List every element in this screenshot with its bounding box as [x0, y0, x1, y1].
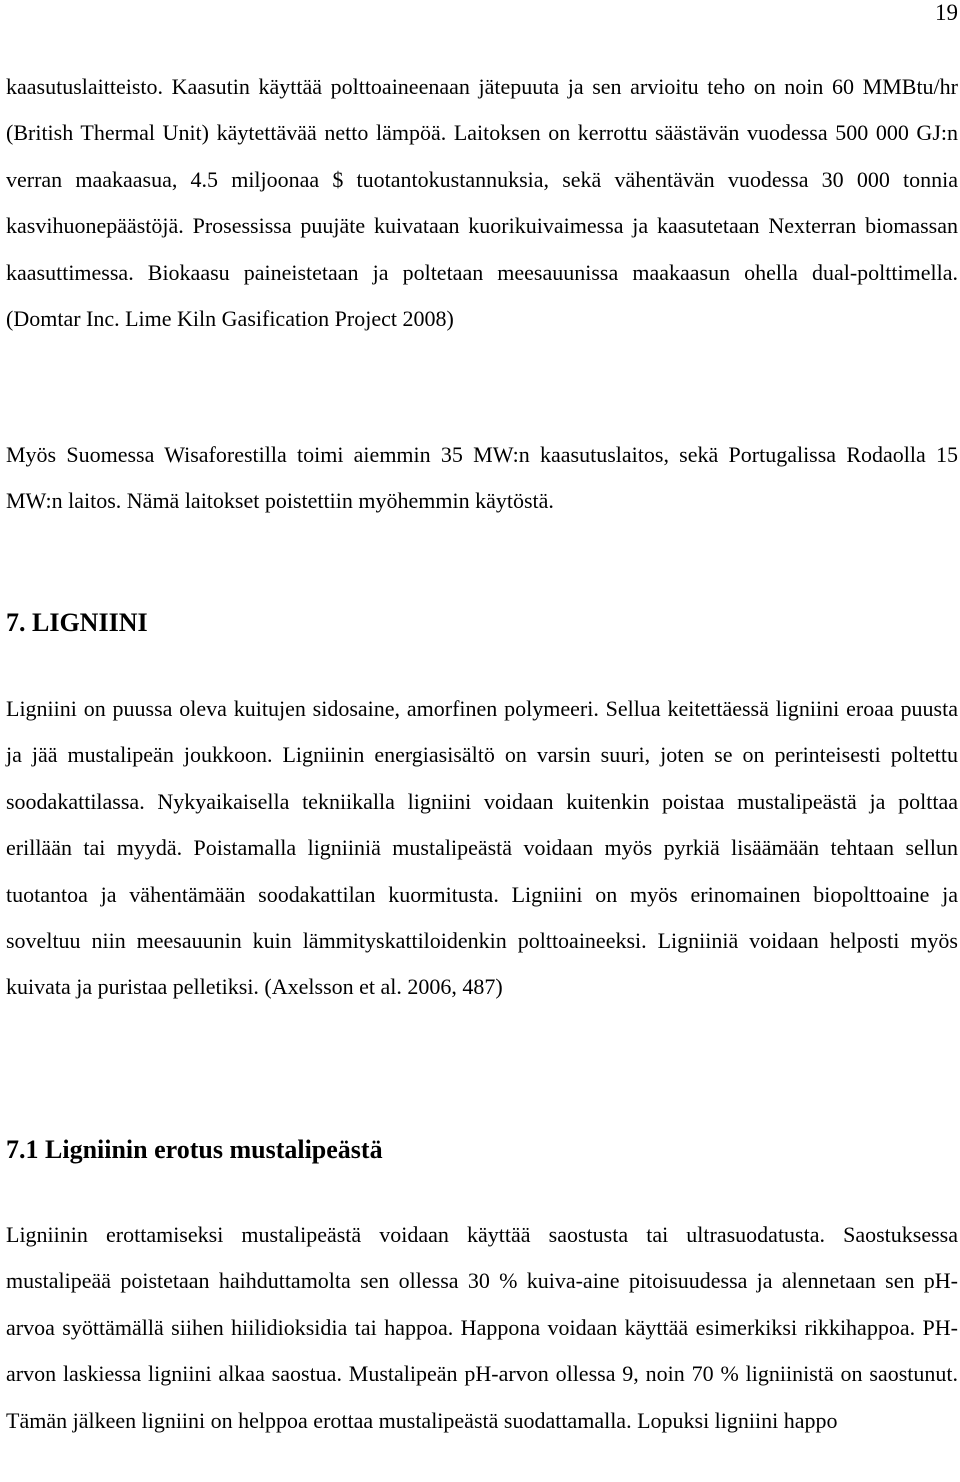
section-heading-7-1: [6, 1133, 958, 1167]
section-title: 7. LIGNIINI: [6, 608, 148, 637]
paragraph-finland-portugal: [6, 432, 958, 525]
paragraph-lignin-intro: [6, 686, 958, 1011]
page-number: 19: [935, 0, 958, 25]
paragraph-text: kaasutuslaitteisto. Kaasutin käyttää polttoaineenaan jätepuuta ja sen arvioitu teho on noin 60 MMBtu/hr (British Thermal Unit) käytettävää netto lämpöä. Laitoksen on kerrottu säästävän vuodessa 500 000 GJ:n verran maakaasua, 4.5 miljoonaa $ tuotantokustannuksia, sekä vähentävän vuodessa 30 000 tonnia kasvihuonepäästöjä. Prosessissa puujäte kuivataan kuorikuivaimessa ja kaasutetaan Nexterran biomassan kaasuttimessa. Biokaasu paineistetaan ja poltetaan meesauunissa maakaasun ohella dual-polttimella. (Domtar Inc. Lime Kiln Gasification Project 2008): [6, 74, 958, 332]
subsection-title: 7.1 Ligniinin erotus mustalipeästä: [6, 1135, 383, 1164]
paragraph-lignin-separation: [6, 1212, 958, 1444]
section-heading-7: [6, 606, 958, 640]
paragraph-text: Myös Suomessa Wisaforestilla toimi aiemmin 35 MW:n kaasutuslaitos, sekä Portugalissa Rodaolla 15 MW:n laitos. Nämä laitokset poistettiin myöhemmin käytöstä.: [6, 442, 958, 514]
paragraph-gasification-project: [6, 64, 958, 342]
paragraph-text: Ligniinin erottamiseksi mustalipeästä voidaan käyttää saostusta tai ultrasuodatusta. Saostuksessa mustalipeää poistetaan haihduttamolta sen ollessa 30 % kuiva-aine pitoisuudessa ja alennetaan sen pH-arvoa syöttämällä siihen hiilidioksidia tai happoa. Happona voidaan käyttää esimerkiksi rikkihappoa. PH-arvon laskiessa ligniini alkaa saostua. Mustalipeän pH-arvon ollessa 9, noin 70 % ligniinistä on saostunut. Tämän jälkeen ligniini on helppoa erottaa mustalipeästä suodattamalla. Lopuksi ligniini happo: [6, 1222, 958, 1433]
paragraph-text: Ligniini on puussa oleva kuitujen sidosaine, amorfinen polymeeri. Sellua keitettäessä ligniini eroaa puusta ja jää mustalipeän joukkoon. Ligniinin energiasisältö on varsin suuri, joten se on perinteisesti poltettu soodakattilassa. Nykyaikaisella tekniikalla ligniini voidaan kuitenkin poistaa mustalipeästä ja polttaa erillään tai myydä. Poistamalla ligniiniä mustalipeästä voidaan myös pyrkiä lisäämään tehtaan sellun tuotantoa ja vähentämään soodakattilan kuormitusta. Ligniini on myös erinomainen biopolttoaine ja soveltuu niin meesauunin kuin lämmityskattiloidenkin polttoaineeksi. Ligniiniä voidaan helposti myös kuivata ja puristaa pelletiksi. (Axelsson et al. 2006, 487): [6, 696, 958, 1000]
